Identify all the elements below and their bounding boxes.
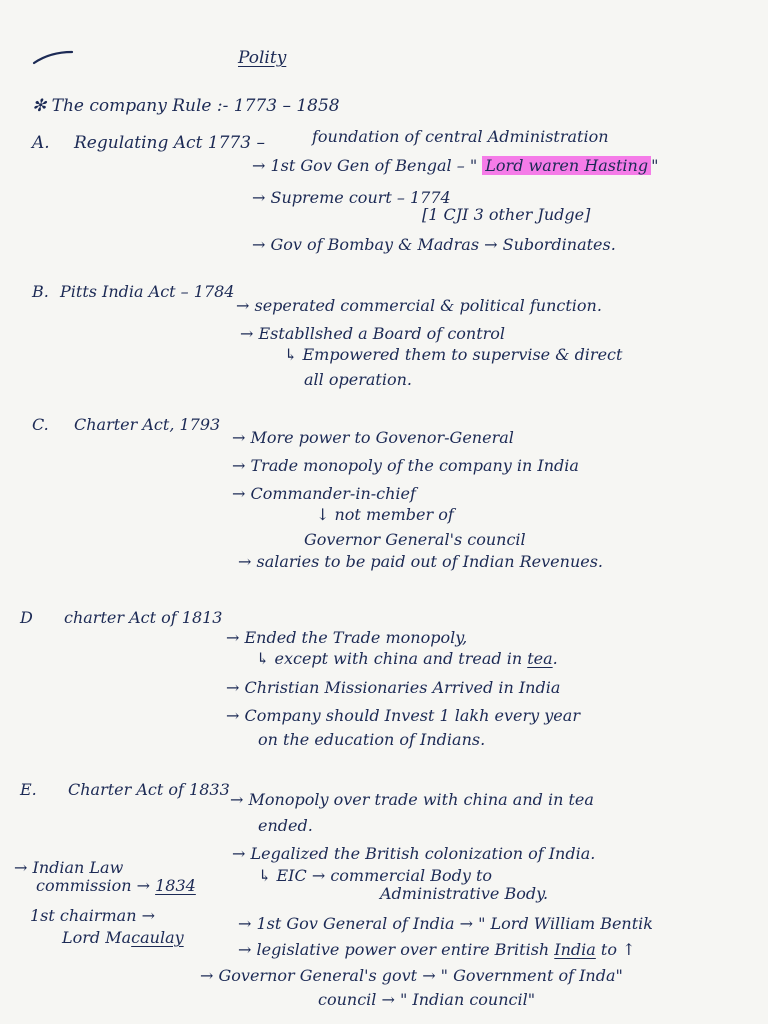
section-b-title: Pitts India Act – 1784	[60, 282, 235, 301]
section-e-point: → legislative power over entire British India to ↑	[238, 940, 636, 959]
margin-note: 1st chairman →	[30, 906, 155, 925]
section-e-subnote: ↳ EIC → commercial Body to	[258, 866, 493, 885]
section-d-subnote: on the education of Indians.	[258, 730, 486, 749]
section-b-point: → Establlshed a Board of control	[240, 324, 506, 343]
section-c-title: Charter Act, 1793	[74, 415, 221, 434]
section-c-point: → Commander-in-chief	[232, 484, 416, 503]
section-e-point: → 1st Gov General of India → " Lord William Bentik	[238, 914, 653, 933]
section-d-subnote: ↳ except with china and tread in tea.	[256, 649, 558, 668]
page-title: Polity	[238, 48, 287, 68]
section-e-label: E.	[20, 780, 37, 799]
section-c-subnote: ↓ not member of	[316, 505, 454, 524]
company-rule-heading: ✻ The company Rule :- 1773 – 1858	[32, 96, 340, 116]
margin-note: commission → 1834	[36, 876, 196, 895]
section-d-point: → Christian Missionaries Arrived in India	[226, 678, 561, 697]
section-e-point: → Legalized the British colonization of India.	[232, 844, 596, 863]
section-c-point: → salaries to be paid out of Indian Revenues.	[238, 552, 604, 571]
section-b-label: B.	[32, 282, 49, 301]
section-d-label: D	[20, 608, 33, 627]
section-a-subnote: [1 CJI 3 other Judge]	[422, 205, 591, 224]
underlined-word: India	[554, 940, 596, 959]
section-c-label: C.	[32, 415, 49, 434]
section-a-label: A.	[32, 133, 50, 153]
section-d-point: → Company should Invest 1 lakh every year	[226, 706, 580, 725]
section-a-point: foundation of central Administration	[312, 127, 609, 146]
section-a-point: → Supreme court – 1774	[252, 188, 451, 207]
section-d-title: charter Act of 1813	[64, 608, 223, 627]
section-a-point: → 1st Gov Gen of Bengal – " Lord waren Hasting "	[252, 156, 659, 175]
highlighted-name: Lord waren Hasting	[482, 156, 651, 175]
margin-note: → Indian Law	[14, 858, 124, 877]
section-c-point: → Trade monopoly of the company in India	[232, 456, 579, 475]
margin-note: Lord Macaulay	[62, 928, 184, 947]
section-c-subnote: Governor General's council	[304, 530, 526, 549]
section-a-point: → Gov of Bombay & Madras → Subordinates.	[252, 235, 616, 254]
underlined-year: 1834	[155, 876, 196, 895]
section-e-subnote: Administrative Body.	[380, 884, 549, 903]
section-b-subnote: all operation.	[304, 370, 412, 389]
section-e-title: Charter Act of 1833	[68, 780, 230, 799]
section-e-subnote: council → " Indian council"	[318, 990, 536, 1009]
section-e-point: → Monopoly over trade with china and in tea	[230, 790, 594, 809]
section-a-title: Regulating Act 1773 –	[74, 133, 265, 153]
section-d-point: → Ended the Trade monopoly,	[226, 628, 468, 647]
section-b-point: → seperated commercial & political function.	[236, 296, 602, 315]
section-e-subnote: ended.	[258, 816, 313, 835]
pen-stroke-mark	[30, 48, 76, 68]
underlined-word: tea	[527, 649, 553, 668]
section-c-point: → More power to Govenor-General	[232, 428, 514, 447]
section-e-point: → Governor General's govt → " Government of Inda"	[200, 966, 623, 985]
section-b-subnote: ↳ Empowered them to supervise & direct	[284, 345, 623, 364]
